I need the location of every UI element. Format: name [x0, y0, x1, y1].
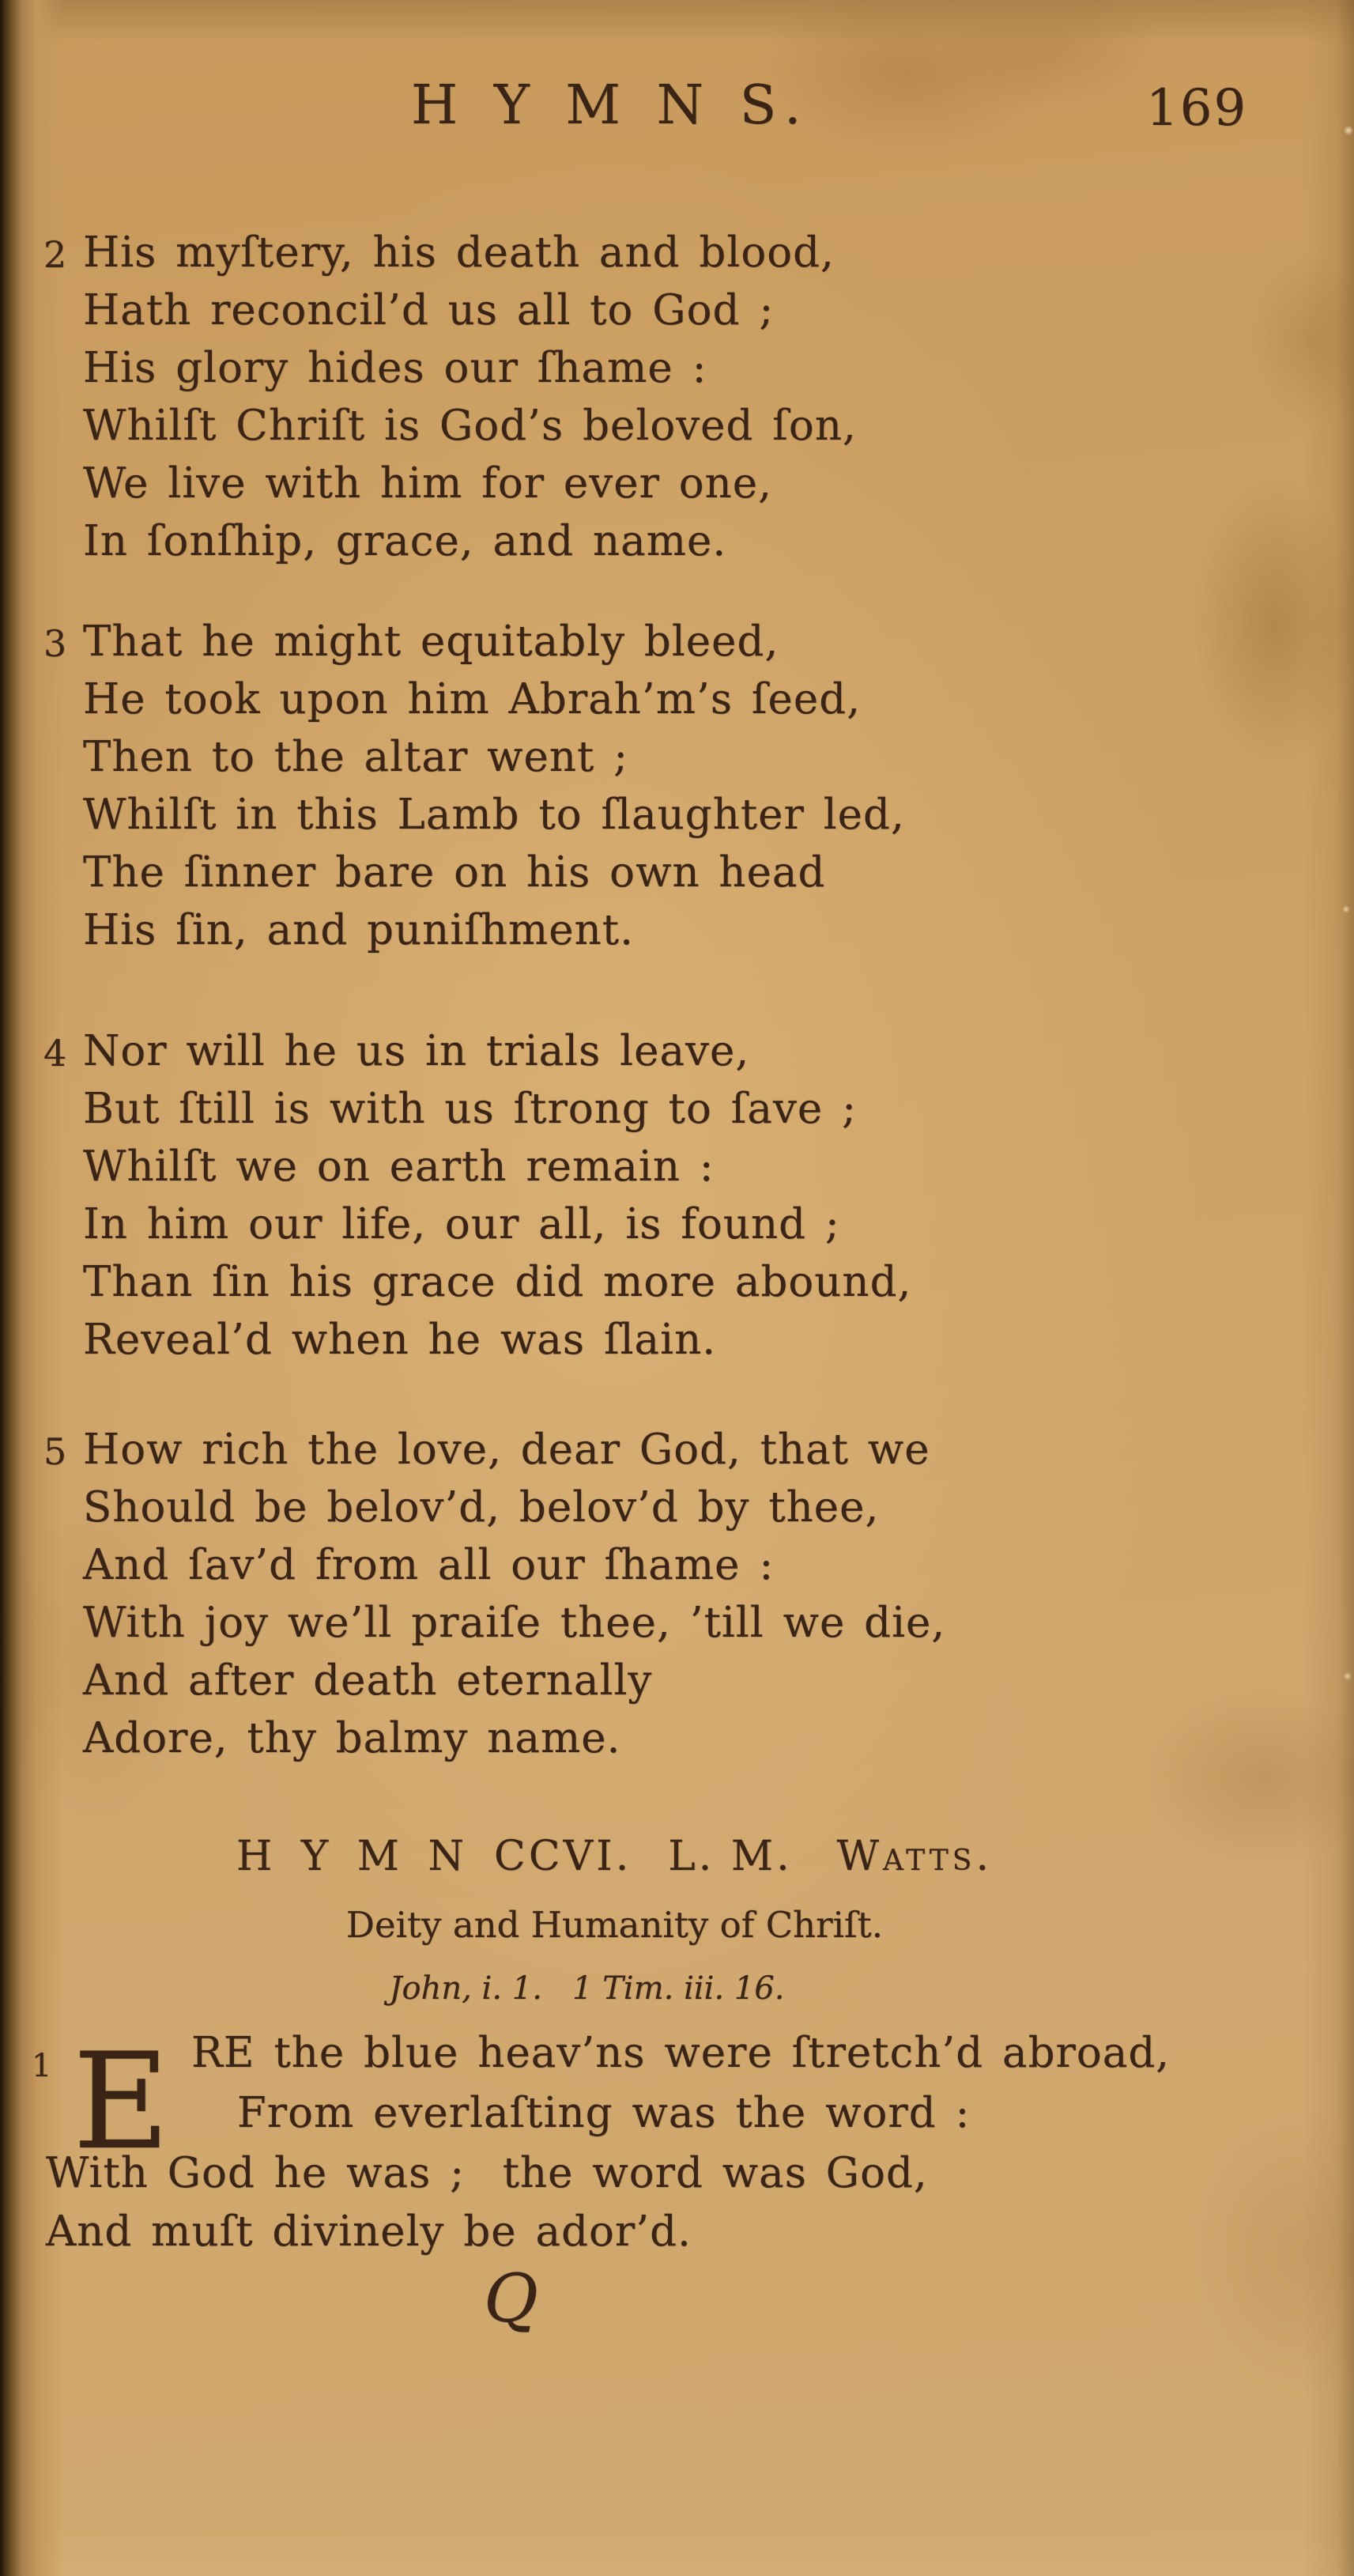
hymn-author: Watts. [836, 1833, 993, 1880]
stanza-number: 3 [43, 622, 67, 665]
running-title: H Y M N S. [411, 74, 811, 137]
poem-line: Whilſt Chriſt is God’s beloved ſon, [83, 402, 857, 450]
signature-mark: Q [484, 2260, 538, 2337]
hymn-heading [83, 1833, 1146, 1880]
poem-line: With joy we’ll praiſe thee, ’till we die, [83, 1599, 946, 1647]
page-number: 169 [1146, 79, 1248, 138]
poem-line: Whilſt in this Lamb to ſlaughter led, [83, 791, 905, 839]
stanza-number: 1 [32, 2048, 52, 2084]
poem-line: And ſav’d from all our ſhame : [83, 1541, 775, 1589]
poem-line: With God he was ; the word was God, [46, 2149, 928, 2197]
poem-line: The ſinner bare on his own head [83, 848, 826, 897]
hymn-numeral: CCVI. [494, 1833, 632, 1880]
poem-line: RE the blue heav’ns were ſtretch’d abroad, [191, 2029, 1171, 2077]
poem-line: He took upon him Abrah’m’s ſeed, [83, 675, 862, 723]
poem-line: In ſonſhip, grace, and name. [83, 517, 727, 565]
hymn-word: H Y M N [236, 1833, 473, 1880]
poem-line: That he might equitably bleed, [83, 618, 779, 666]
hymn-meter: L. M. [668, 1833, 793, 1880]
poem-line: Then to the altar went ; [83, 733, 629, 781]
poem-line: Than ſin his grace did more abound, [83, 1258, 912, 1306]
poem-line: And muſt divinely be ador’d. [46, 2208, 692, 2256]
poem-line: His glory hides our ſhame : [83, 344, 707, 392]
stanza-2 [43, 224, 857, 570]
stanza-number: 5 [43, 1430, 67, 1473]
poem-line: Hath reconcil’d us all to God ; [83, 286, 775, 334]
poem-line: Nor will he us in trials leave, [83, 1027, 750, 1075]
poem-line: In him our life, our all, is found ; [83, 1200, 840, 1248]
poem-line: And after death eternally [83, 1656, 653, 1705]
poem-line: His myſtery, his death and blood, [83, 229, 835, 277]
hymn-subtitle: Deity and Humanity of Chriſt. [345, 1904, 884, 1946]
poem-line: How rich the love, dear God, that we [83, 1426, 930, 1474]
poem-line: Should be belov’d, belov’d by thee, [83, 1483, 880, 1532]
poem-line: We live with him for ever one, [83, 459, 773, 508]
poem-line: Reveal’d when he was ſlain. [83, 1316, 717, 1364]
stanza-number: 4 [43, 1032, 67, 1075]
poem-line: Adore, thy balmy name. [83, 1714, 621, 1762]
scripture-reference: John, i. 1. 1 Tim. iii. 16. [389, 1970, 785, 2007]
poem-line: But ſtill is with us ſtrong to ſave ; [83, 1085, 857, 1133]
stanza-4 [43, 1022, 912, 1369]
stanza-number: 2 [43, 233, 67, 276]
stanza-5 [43, 1421, 946, 1767]
stanza-3 [43, 613, 905, 959]
poem-line: Whilſt we on earth remain : [83, 1143, 715, 1191]
poem-line: His ſin, and puniſhment. [83, 906, 634, 954]
poem-line: From everlaſting was the word : [237, 2089, 971, 2137]
drop-cap-letter: E [73, 2024, 170, 2179]
